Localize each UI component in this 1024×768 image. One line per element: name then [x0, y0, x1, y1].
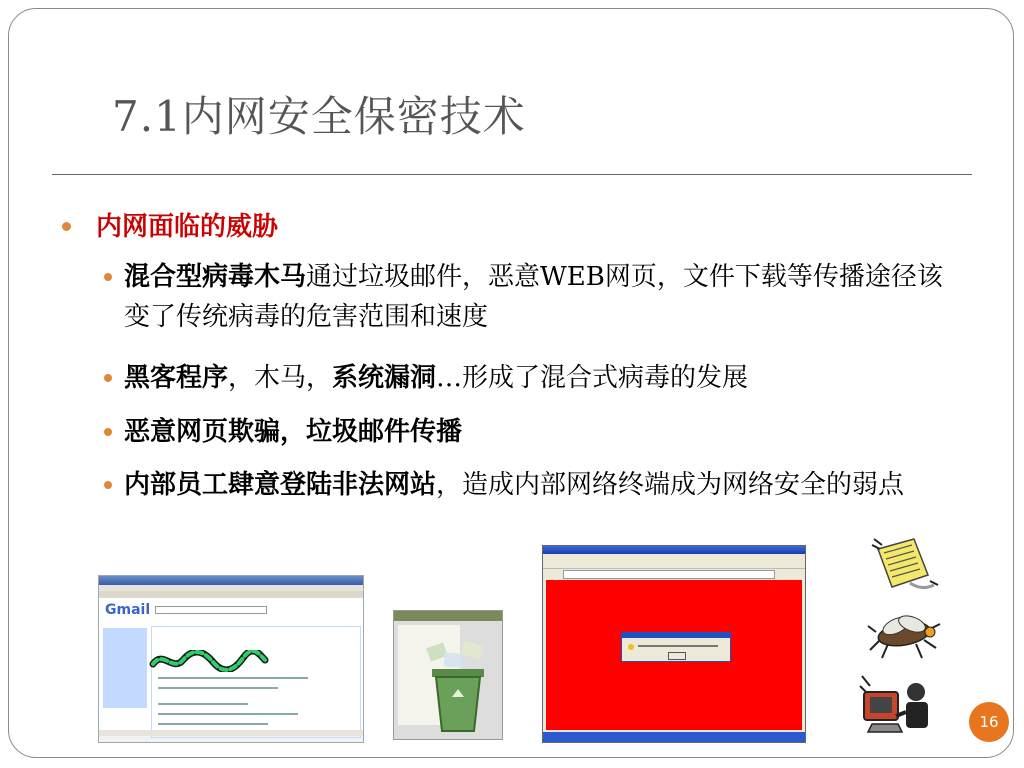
gmail-page [99, 598, 363, 736]
heading-threats: 内网面临的威胁 [96, 212, 279, 242]
bullet-dot [104, 481, 112, 489]
scroll-note-icon [870, 535, 940, 595]
bullet-1-rest: 通过垃圾邮件，恶意WEB网页，文件下载等传播途径该变了传统病毒的危害范围和速度 [124, 262, 943, 332]
text-line [158, 713, 298, 715]
gmail-sidebar [103, 628, 147, 708]
browser-titlebar [99, 576, 363, 585]
worm-icon [149, 650, 269, 672]
dialog-ok-button [668, 652, 686, 660]
hacker-computer-icon [858, 672, 938, 742]
bug-icon [866, 604, 942, 662]
spam-mail-bin-image [393, 610, 503, 740]
bullet-1-bold: 混合型病毒木马 [124, 262, 307, 292]
bullet-2-bold: 黑客程序 [124, 363, 229, 393]
bullet-4-rest: ，造成内部网络终端成为网络安全的弱点 [436, 470, 905, 500]
bullet-2-rest: …形成了混合式病毒的发展 [436, 363, 749, 393]
bullet-2-mid: ，木马， [228, 363, 333, 393]
gmail-logo: Gmail [105, 602, 151, 618]
text-line [158, 723, 268, 725]
trash-bin-icon [422, 641, 498, 737]
ie-address-bar [563, 570, 775, 579]
bullet-item-1 [124, 257, 954, 337]
dialog-text-line [638, 645, 718, 647]
malicious-webpage-screenshot [542, 545, 806, 743]
warning-icon [628, 644, 634, 650]
alert-dialog [621, 632, 731, 662]
text-line [158, 703, 248, 705]
bullet-item-3 [124, 412, 954, 452]
bullet-item-4 [124, 465, 954, 505]
title-divider [52, 174, 972, 175]
text-line [158, 677, 308, 679]
text-line [158, 687, 278, 689]
dialog-titlebar [622, 633, 730, 638]
gmail-screenshot-image [98, 575, 364, 743]
gmail-message-panel [151, 626, 361, 738]
ie-toolbar [543, 554, 805, 569]
bullet-dot [104, 428, 112, 436]
window-titlebar [394, 611, 502, 621]
ie-titlebar [543, 546, 805, 554]
bullet-dot [62, 222, 71, 231]
bullet-2-bold2: 系统漏洞 [332, 363, 437, 393]
windows-taskbar [543, 732, 805, 742]
bullet-item-2 [124, 358, 954, 398]
browser-statusbar [99, 730, 363, 736]
bullet-4-bold: 内部员工肆意登陆非法网站 [124, 470, 437, 500]
gmail-search-box [155, 606, 267, 614]
browser-tabs [99, 591, 363, 598]
bullet-3-bold: 恶意网页欺骗，垃圾邮件传播 [124, 417, 463, 447]
page-number-badge: 16 [969, 702, 1009, 742]
bullet-dot [104, 273, 112, 281]
slide-title: 7.1内网安全保密技术 [112, 92, 526, 141]
bullet-dot [104, 374, 112, 382]
